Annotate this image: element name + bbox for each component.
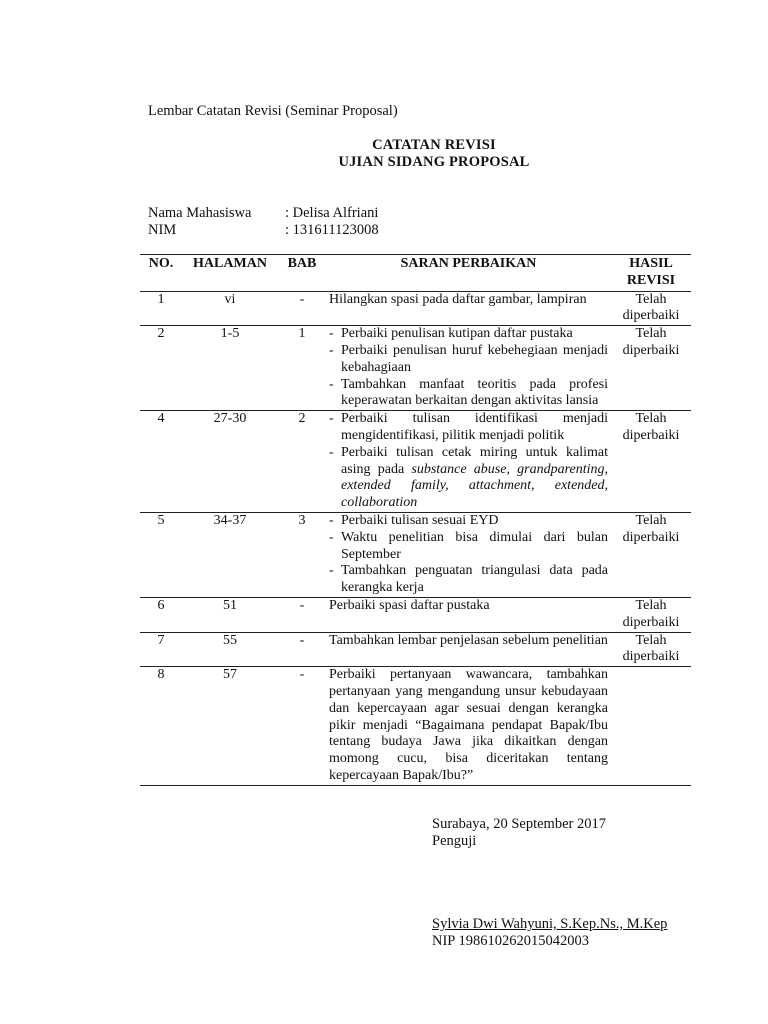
cell-halaman: 57 xyxy=(223,667,237,683)
cell-saran xyxy=(326,512,611,597)
cell-no: 8 xyxy=(157,667,165,683)
suggestion-text: Hilangkan spasi pada daftar gambar, lampiran xyxy=(329,291,587,307)
header-halaman: HALAMAN xyxy=(193,256,267,271)
cell-hasil: Telah diperbaiki xyxy=(622,411,680,443)
cell-no: 2 xyxy=(157,326,165,342)
student-name-value: : Delisa Alfriani xyxy=(285,205,379,221)
cell-halaman: 55 xyxy=(223,632,237,648)
suggestion-list xyxy=(329,326,608,410)
suggestion-text: Tambahkan manfaat teoritis pada profesi keperawatan berkaitan dengan aktivitas lansia xyxy=(341,376,608,409)
cell-no: 6 xyxy=(157,597,165,613)
form-subtitle: Lembar Catatan Revisi (Seminar Proposal) xyxy=(148,103,398,119)
cell-bab: 3 xyxy=(298,512,306,528)
cell-saran xyxy=(326,326,611,411)
suggestion-item xyxy=(329,343,608,377)
cell-no: 4 xyxy=(157,411,165,427)
signature-nip: NIP 198610262015042003 xyxy=(432,933,589,949)
document-subtitle: UJIAN SIDANG PROPOSAL xyxy=(338,154,530,170)
suggestion-text: Perbaiki spasi daftar pustaka xyxy=(329,597,490,613)
table-row xyxy=(140,326,691,411)
suggestion-text: Tambahkan penguatan triangulasi data pada kerangka kerja xyxy=(341,563,608,596)
signature-role: Penguji xyxy=(432,833,477,849)
cell-saran xyxy=(326,411,611,513)
suggestion-item xyxy=(329,377,608,411)
suggestion-item xyxy=(329,563,608,597)
cell-hasil: Telah diperbaiki xyxy=(622,632,680,665)
suggestion-item xyxy=(329,411,608,445)
document-title: CATATAN REVISI xyxy=(372,137,496,153)
suggestion-item xyxy=(329,530,608,564)
cell-saran xyxy=(326,597,611,632)
student-name-label: Nama Mahasiswa xyxy=(148,205,252,221)
suggestion-list xyxy=(329,513,608,597)
cell-halaman: vi xyxy=(224,291,236,307)
suggestion-list xyxy=(329,411,608,512)
cell-bab: - xyxy=(299,597,305,613)
header-saran: SARAN PERBAIKAN xyxy=(400,256,537,271)
table-row xyxy=(140,411,691,513)
suggestion-text: Perbaiki tulisan identifikasi menjadi mengidentifikasi, pilitik menjadi politik xyxy=(341,411,608,443)
cell-no: 5 xyxy=(157,512,165,528)
cell-no: 7 xyxy=(157,632,165,648)
cell-bab: 2 xyxy=(298,411,306,427)
suggestion-item xyxy=(329,445,608,512)
student-nim-label: NIM xyxy=(148,222,177,238)
table-row xyxy=(140,512,691,597)
cell-halaman: 27-30 xyxy=(213,411,247,427)
cell-halaman: 1-5 xyxy=(220,326,240,342)
cell-halaman: 51 xyxy=(223,597,237,613)
suggestion-text: Tambahkan lembar penjelasan sebelum penelitian xyxy=(329,632,608,648)
suggestion-text: Perbaiki penulisan huruf kebehegiaan menjadi kebahagiaan xyxy=(341,342,608,375)
table-row xyxy=(140,291,691,326)
cell-saran xyxy=(326,291,611,326)
suggestion-item xyxy=(329,326,608,343)
cell-bab: - xyxy=(299,632,305,648)
suggestion-text: Perbaiki penulisan kutipan daftar pustaka xyxy=(341,326,573,342)
student-nim-value: : 131611123008 xyxy=(285,222,379,238)
cell-saran xyxy=(326,632,611,667)
cell-bab: 1 xyxy=(298,326,306,342)
revision-table xyxy=(140,254,691,786)
table-row xyxy=(140,597,691,632)
suggestion-item xyxy=(329,513,608,530)
table-row xyxy=(140,632,691,667)
header-no: NO. xyxy=(148,256,174,271)
suggestion-text: Perbaiki pertanyaan wawancara, tambahkan pertanyaan yang mengandung unsur kebudayaan dan kepercayaan agar sesuai dengan kerangka pikir menjadi “Bagaimana pendapat Bapak/Ibu tentang budaya Jawa jika dikaitkan dengan momong cucu, bisa diceritakan tentang kepercayaan Bapak/Ibu?” xyxy=(329,667,608,783)
cell-hasil: Telah diperbaiki xyxy=(622,512,680,545)
signature-name: Sylvia Dwi Wahyuni, S.Kep.Ns., M.Kep xyxy=(432,916,668,932)
suggestion-text: Perbaiki tulisan sesuai EYD xyxy=(341,512,499,528)
student-name-row xyxy=(148,205,378,222)
cell-bab: - xyxy=(299,291,305,307)
table-row xyxy=(140,667,691,786)
suggestion-italic-terms: substance abuse, grandparenting, extended family, attachment, extended, collaboration xyxy=(341,461,609,511)
signature-place-date: Surabaya, 20 September 2017 xyxy=(432,816,606,832)
cell-hasil: Telah diperbaiki xyxy=(622,597,680,630)
cell-halaman: 34-37 xyxy=(213,512,247,528)
cell-bab: - xyxy=(299,667,305,683)
cell-hasil: Telah diperbaiki xyxy=(622,291,680,324)
suggestion-text: Perbaiki tulisan cetak miring untuk kalimat asing pada xyxy=(341,444,608,477)
cell-saran xyxy=(326,667,611,786)
student-nim-row xyxy=(148,222,379,239)
header-hasil: HASIL REVISI xyxy=(626,256,676,288)
table-header-row xyxy=(140,255,691,292)
header-bab: BAB xyxy=(287,256,317,271)
cell-hasil: Telah diperbaiki xyxy=(622,326,680,358)
table-body xyxy=(140,291,691,785)
suggestion-text: Waktu penelitian bisa dimulai dari bulan September xyxy=(341,529,608,562)
cell-hasil xyxy=(611,667,691,786)
cell-no: 1 xyxy=(157,291,165,307)
